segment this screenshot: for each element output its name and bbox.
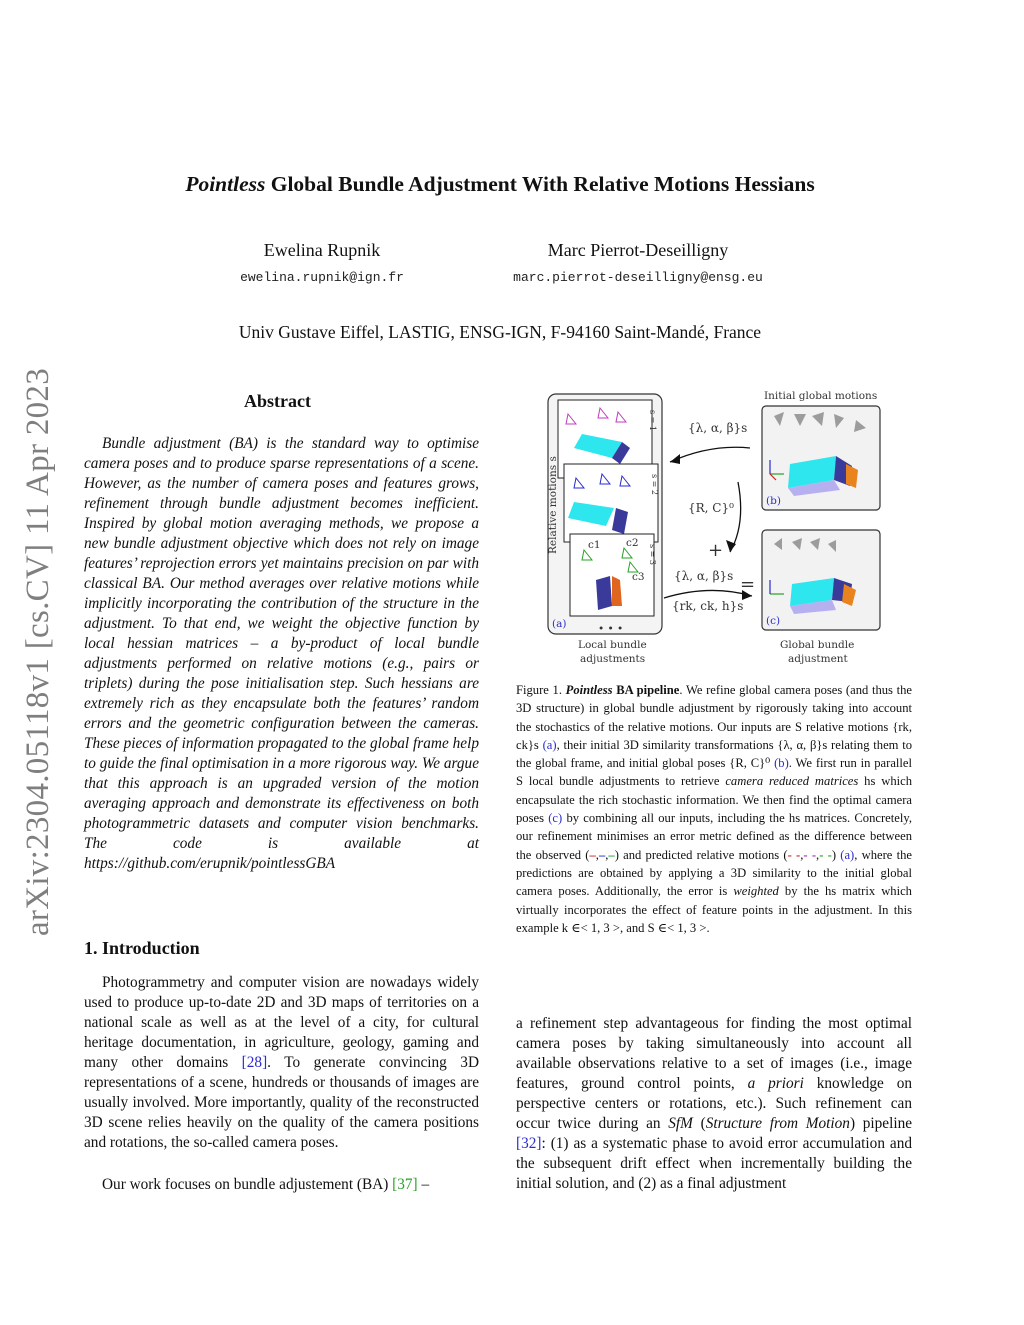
similarity-mid: {λ, α, β}s [674,569,734,583]
arrow-head [670,454,680,464]
text: Our work focuses on bundle adjustement (BA) [102,1176,393,1193]
text: : (1) as a systematic phase to avoid error accumulation and the subsequent drift effect when incrementally building the initial solution, and (2) as a final adjustment [516,1135,912,1192]
global-ba-label-1: Global bundle [780,639,855,651]
rch-formula: {rk, ck, h}s [672,599,744,613]
text: . We first run in parallel S local bundle adjustments to retrieve [516,756,912,789]
abstract-heading: Abstract [244,391,311,411]
s1-label: s = 1 [648,410,657,431]
s3-label: s = 3 [648,544,657,565]
local-ba-label-2: adjustments [580,653,646,665]
text: ) and predicted relative motions ( [614,847,788,862]
s2-label: s = 2 [650,474,659,495]
figure-caption: Figure 1. Pointless BA pipeline. We refine global camera poses (and thus the 3D structure) in global bundle adjustment by rigorously taking into account the stochastics of the relative motions. Our inputs are S relative motions {rk, ck}s (a), their initial 3D similarity transformations {λ, α, β}s relating them to the global frame, and initial global poses {R, C}⁰ (b). We first run in parallel S local bundle adjustments to retrieve camera reduced matrices hs which encapsulate the rich stochastic information. We then find the optimal camera poses (c) by combining all our inputs, including the hs matrices. Concretely, our refinement minimises an error metric defined as the difference between the observed (–,–,–) and predicted relative motions (- -,- -,- -) (a), where the predictions are obtained by applying a 3D similarity to the initial global camera poses. Additionally, the error is weighted by the hs matrix which virtually incorporates the effect of feature points in the adjustment. In this example k ∈< 1, 3 >, and S ∈< 1, 3 >. [516,683,913,935]
citation-link[interactable]: [32] [516,1135,542,1152]
legend-dash: – [598,847,606,862]
legend-dash: - - [819,847,832,862]
arxiv-identifier: arXiv:2304.05118v1 [cs.CV] 11 Apr 2023 [20,367,56,937]
text: ) [831,847,841,862]
author-email-2[interactable]: marc.pierrot-deseilligny@ensg.eu [513,270,763,285]
author-name-2: Marc Pierrot-Deseilligny [547,240,729,260]
emphasis: SfM [668,1115,693,1132]
text: by the hs matrix which virtually incorporates the effect of feature points in the adjustment. In this example k ∈< 1, 3 >, and S ∈< 1, 3 >. [516,884,912,935]
text: ) pipeline [849,1115,913,1132]
camera-label: c3 [632,571,645,583]
title-rest: Global Bundle Adjustment With Relative Motions Hessians [265,172,815,196]
text: . We refine global camera poses (and thus the 3D structure) in global bundle adjustment by rigorously taking into account the stochastics of the relative motions. Our inputs are S relative motions {rk, ck}s [516,683,912,752]
local-ba-label-1: Local bundle [578,639,647,651]
equals-sign: = [740,574,756,595]
legend-dash: – [589,847,596,862]
affiliation: Univ Gustave Eiffel, LASTIG, ENSG-IGN, F-94160 Saint-Mandé, France [238,322,762,342]
figure-pipeline-diagram [540,384,892,672]
title-italic: Pointless [185,172,266,196]
dots-label: • • • [598,623,624,635]
legend-dash: - - [803,847,817,862]
intro-right-column [516,1014,912,1194]
figure-ref-link[interactable]: (c) [548,811,563,826]
arrow-curve [730,482,741,552]
arrow-curve [670,447,750,462]
panel-label-c: (c) [766,615,781,627]
emphasis: Structure from Motion [705,1115,850,1132]
emphasis: a priori [747,1075,804,1092]
text: Photogrammetry and computer vision are nowadays widely used to produce up-to-date 2D and 3D maps of territories on a national scale as well as at the level of a city, for cultural heritage documentation, in agriculture, geology, gaming and many other domains [84,974,479,1071]
abstract-text: Bundle adjustment (BA) is the standard way to optimise camera poses and to produce sparse representations of a scene. However, as the number of camera poses and features grows, refinement through bundle adjustment becomes inefficient. Inspired by global motion averaging methods, we propose a new bundle adjustment objective which does not rely on image features’ reprojection errors yet maintains precision on par with classical BA. Our method averages over relative motions while implicitly incorporating the contribution of the structure in the adjustment. To that end, we weight the objective function by local hessian matrices – a by-product of local bundle adjustments performed on relative motions (e.g., pairs or triplets) during the pose initialisation step. Such hessians are extremely rich as they encapsulate both the features’ random errors and the geometric configuration between the cameras. These pieces of information propagated to the global frame help to guide the final optimisation in a more rigorous way. We argue that this approach is an upgraded version of the motion averaging approach and demonstrate its effectiveness on both photogrammetric datasets and computer vision benchmarks. The code is available at https://github.com/erupnik/pointlessGBA [84,435,479,872]
paper-title [0,172,1000,197]
camera-label: c1 [588,539,601,551]
camera-label: c2 [626,537,639,549]
similarity-top: {λ, α, β}s [688,421,748,435]
text: , where the predictions are obtained by applying a 3D similarity to the initial global camera poses. Additionally, the error is [516,847,912,899]
global-ba-label-2: adjustment [788,653,848,665]
intro-heading: 1. Introduction [84,938,200,958]
initial-global-label: Initial global motions [764,390,878,402]
rc0-formula: {R, C}⁰ [688,501,734,515]
emphasis: weighted [733,884,779,899]
panel-label-b: (b) [766,495,781,507]
caption-bold-italic: Pointless [565,683,613,697]
text: – [417,1176,430,1193]
structure-block [596,576,612,610]
emphasis: camera reduced matrices [725,774,859,789]
figure-ref-link[interactable]: (a) [542,737,557,752]
text: Figure 1. [516,683,566,697]
intro-paragraph-2 [84,1175,479,1195]
text: a refinement step advantageous for finding the most optimal camera poses by taking simultaneously into account all available observations relative to a set of images (i.e., image features, ground control points, [516,1015,912,1092]
figure-ref-link[interactable]: (a) [840,847,855,862]
text: ( [692,1115,706,1132]
intro-paragraph-1 [84,973,479,1153]
author-name-1: Ewelina Rupnik [263,240,381,260]
text: hs which encapsulate the rich stochastic information. We then find the optimal camera poses [516,774,913,826]
plus-sign: + [708,540,724,561]
panel-label-a: (a) [552,618,567,630]
text: by combining all our inputs, including the hs matrices. Concretely, our refinement minimises an error metric defined as the difference between the observed ( [516,811,912,862]
text: , their initial 3D similarity transformations {λ, α, β}s relating them to the global frame, and initial global poses {R, C}⁰ [516,737,912,771]
text: knowledge on perspective centers or rotations, etc.). Such refinement can occur twice during an [516,1075,912,1132]
relative-motions-label: Relative motions s [547,456,559,554]
author-email-1[interactable]: ewelina.rupnik@ign.fr [240,270,404,285]
caption-bold: BA pipeline [612,683,680,697]
citation-link[interactable]: [37] [392,1176,418,1193]
text: . To generate convincing 3D representations of a scene, hundreds or thousands of images are usually involved. More importantly, quality of the reconstructed 3D scene relies heavily on the quality of the camera positions and rotations, the so-called camera poses. [84,1054,479,1151]
arrow-curve [664,590,752,598]
legend-dash: – [608,847,615,862]
figure-ref-link[interactable]: (b) [774,756,789,771]
citation-link[interactable]: [28] [241,1054,268,1071]
legend-dash: - - [787,847,801,862]
